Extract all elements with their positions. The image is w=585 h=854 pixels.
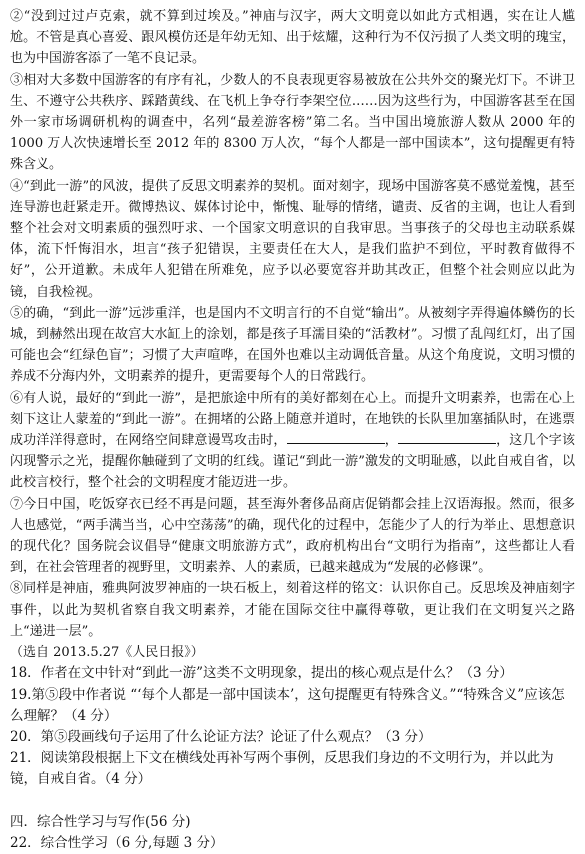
paragraph-4: ④“到此一游”的风波，提供了反思文明素养的契机。面对刻字，现场中国游客莫不感觉羞愧，甚至连导游也赶紧走开。微博热议、媒体讨论中，惭愧、耻辱的情绪，谴责、反省的主调，也让人看到整个社会对文明素质的强烈吁求、一个国家文明意识的自我审思。当事孩子的父母也主动联系媒体，流下忏悔泪水，坦言“孩子犯错误，主要责任在大人，是我们监护不到位，平时教育做得不好”，公开道歉。未成年人犯错在所难免，应予以必要宽容并助其改正，但整个社会则应以此为镜，自我检视。 <box>10 178 575 300</box>
paragraph-5: ⑤的确，“到此一游”远涉重洋，也是国内不文明言行的不自觉“输出”。从被刻字弄得遍体鳞伤的长城，到赫然出现在故宫大水缸上的涂划，都是孩子耳濡目染的“活教材”。习惯了乱闯红灯，出了国可能也会“红绿色盲”；习惯了大声喧哗，在国外也难以主动调低音量。从这个角度说，文明习惯的养成不分海内外，文明素养的提升，更需要每个人的日常践行。 <box>10 305 575 385</box>
sub-section-title: 22．综合性学习（6 分,每题 3 分） <box>10 834 224 851</box>
answer-blank-2[interactable] <box>398 431 496 444</box>
article-source: （选自 2013.5.27《人民日报》） <box>10 645 204 661</box>
paragraph-6-part-1: ⑥有人说，最好的“到此一游”，是把旅途中所有的美好都刻在心上。而提升文明素养，也需在心上刻下这让人蒙羞的“到此一游”。在拥堵的公路上随意并道时，在地铁的长队里加塞插队时，在逃票成功洋洋得意时，在网络空间肆意谩骂攻击时， <box>10 390 575 449</box>
paragraph-6: ⑥有人说，最好的“到此一游”，是把旅途中所有的美好都刻在心上。而提升文明素养，也需在心上刻下这让人蒙羞的“到此一游”。在拥堵的公路上随意并道时，在地铁的长队里加塞插队时，在逃票成功洋洋得意时，在网络空间肆意谩骂攻击时， ， ，这几个字该闪现警示之光，提醒你触碰到了文明的红线。谨记“到此一游”激发的文明耻感，以此自戒自省，以此校言校行，整个社会的文明程度才能迈进一步。 <box>10 390 575 491</box>
question-21: 21．阅读第段根据上下文在横线处再补写两个事例，反思我们身边的不文明行为，并以此为镜，自戒自省。（4 分） <box>10 750 554 788</box>
paragraph-2: ②“没到过过卢克索，就不算到过埃及。”神庙与汉字，两大文明竟以如此方式相遇，实在让人尴尬。不管是真心喜爱、跟风模仿还是年幼无知、出于炫耀，这种行为不仅污损了人类文明的瑰宝，也为中国游客添了一笔不良记录。 <box>10 9 575 67</box>
paragraph-3: ③相对大多数中国游客的有序有礼，少数人的不良表现更容易被放在公共外交的聚光灯下。不讲卫生、不遵守公共秩序、踩踏黄线、在飞机上争夺行李架空位……因为这些行为，中国游客甚至在国外一家市场调研机构的调查中，名列“最差游客榜”第二名。当中国出境旅游人数从 2000 年的 1000 万人次快速增长至 2012 年的 8300 万人次，“每个人都是一部中国读本”，这句提醒更有特殊含义。 <box>10 72 575 173</box>
paragraph-6-part-2: ，这几个字该闪现警示之光，提醒你触碰到了文明的红线。谨记“到此一游”激发的文明耻感，以此自戒自省，以此校言校行，整个社会的文明程度才能迈进一步。 <box>10 433 575 491</box>
section-title: 四．综合性学习与写作(56 分) <box>10 813 191 830</box>
question-19: 19.第⑤段中作者说 “‘每个人都是一部中国读本’，这句提醒更有特殊含义。”“特殊含义”应该怎么理解？（4 分） <box>10 686 565 724</box>
question-20: 20．第⑤段画线句子运用了什么论证方法？论证了什么观点？（3 分） <box>10 728 432 745</box>
question-18: 18．作者在文中针对“到此一游”这类不文明现象，提出的核心观点是什么？（3 分） <box>10 665 513 682</box>
section-spacer <box>10 791 575 812</box>
paragraph-8: ⑧同样是神庙，雅典阿波罗神庙的一块石板上，刻着这样的铭文：认识你自己。反思埃及神庙刻字事件，以此为契机省察自我文明素养，才能在国际交往中赢得尊敬，更让我们在文明复兴之路上“递进一层”。 <box>10 581 575 639</box>
answer-blank-1[interactable] <box>287 431 385 444</box>
paragraph-7: ⑦今日中国，吃饭穿衣已经不再是问题，甚至海外奢侈品商店促销都会挂上汉语海报。然而，很多人也感觉，“两手满当当，心中空荡荡”的确，现代化的过程中，怎能少了人的行为举止、思想意识的现代化？国务院会议倡导“健康文明旅游方式”，政府机构出台“文明行为指南”，这些都让人看到，在社会管理者的视野里，文明素养、人的素质，已越来越成为“发展的必修课”。 <box>10 496 575 576</box>
